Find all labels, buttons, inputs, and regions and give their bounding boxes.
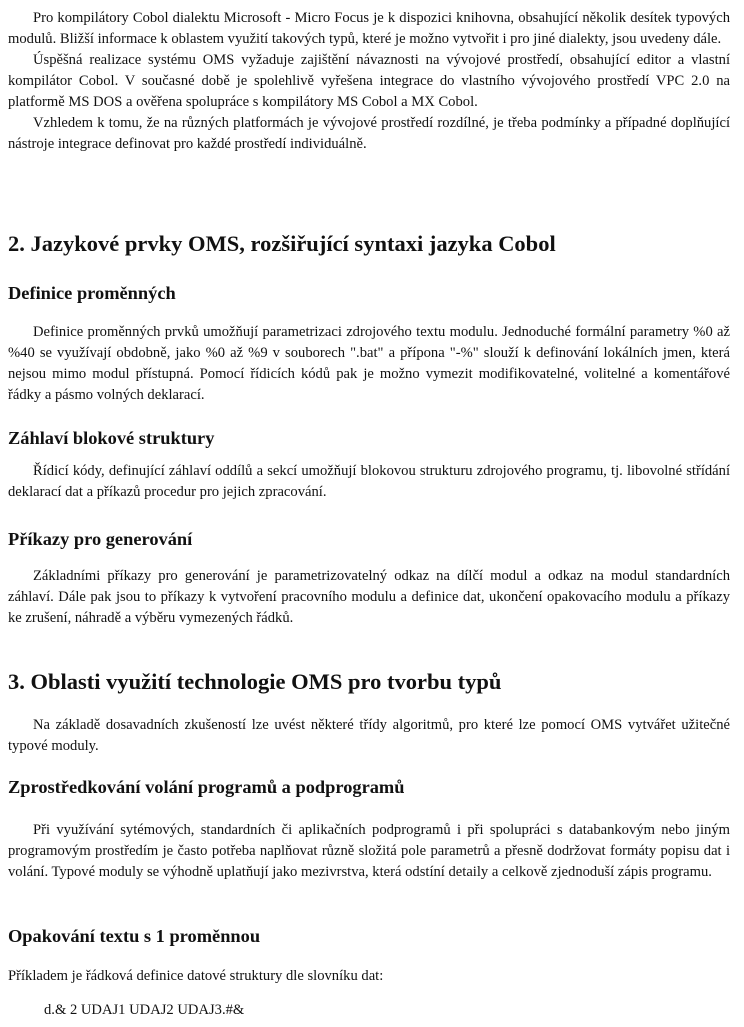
subheading-zahlavi: Záhlaví blokové struktury — [8, 428, 215, 448]
zahlavi-paragraph: Řídicí kódy, definující záhlaví oddílů a sekcí umožňují blokovou strukturu zdrojového programu, tj. libovolné střídání deklarací dat a příkazů procedur pro jejich zpracování. — [8, 463, 730, 500]
definice-paragraph: Definice proměnných prvků umožňují parametrizaci zdrojového textu modulu. Jednoduché formální parametry %0 až %40 se využívají obdobně, jako %0 až %9 v souborech ".bat" a přípona "-%" slouží k definování lokálních jmen, která nejsou mimo modul přístupná. Pomocí řídicích kódů pak je možno vymezit modifikovatelné, volitelné a komentářové řádky a pásmo volných deklarací. — [8, 324, 730, 403]
intro-paragraph-2: Úspěšná realizace systému OMS vyžaduje zajištění návaznosti na vývojové prostředí, obsahující editor a vlastní kompilátor Cobol. V současné době je spolehlivě vyřešena integrace do vlastního vývojového prostředí VPC 2.0 na platformě MS DOS a ověřena spolupráce s kompilátory MS Cobol a MX Cobol. — [8, 52, 730, 110]
subheading-prikazy: Příkazy pro generování — [8, 529, 193, 549]
subheading-opakovani: Opakování textu s 1 proměnnou — [8, 926, 261, 946]
zprostredkovani-paragraph: Při využívání sytémových, standardních či aplikačních podprogramů i při spolupráci s databankovým nebo jiným programovým prostředím je často potřeba naplňovat různě složitá pole parametrů a přesně dodržovat formáty popisu dat i volání. Typové moduly se výhodně uplatňují jako mezivrstva, která odstíní detaily a celkově zjednoduší zápis programu. — [8, 822, 730, 880]
intro-paragraph-1: Pro kompilátory Cobol dialektu Microsoft - Micro Focus je k dispozici knihovna, obsahující několik desítek typových modulů. Bližší informace k oblastem využití takových typů, které je možno vytvořit i pro jiné dialekty, jsou uvedeny dále. — [8, 10, 730, 47]
zprostredkovani-block — [8, 820, 730, 883]
section-3-heading: 3. Oblasti využití technologie OMS pro tvorbu typů — [8, 669, 502, 694]
data-structure-example: d.& 2 UDAJ1 UDAJ2 UDAJ3.#& — [44, 1002, 245, 1018]
opakovani-block — [8, 966, 730, 987]
prikazy-block — [8, 566, 730, 629]
definice-block — [8, 322, 730, 406]
section-3-intro-paragraph: Na základě dosavadních zkušeností lze uvést některé třídy algoritmů, pro které lze pomocí OMS vytvářet užitečné typové moduly. — [8, 717, 730, 754]
subheading-definice: Definice proměnných — [8, 283, 176, 303]
subheading-zprostredkovani: Zprostředkování volání programů a podprogramů — [8, 777, 405, 797]
opakovani-paragraph: Příkladem je řádková definice datové struktury dle slovníku dat: — [8, 968, 384, 984]
prikazy-paragraph: Základními příkazy pro generování je parametrizovatelný odkaz na dílčí modul a odkaz na modul standardních záhlaví. Dále pak jsou to příkazy k vytvoření pracovního modulu a definice dat, ukončení opakovacího modulu a příkazy ke zrušení, náhradě a výběru vymezených řádků. — [8, 568, 730, 626]
section-3-intro-block — [8, 715, 730, 757]
intro-paragraph-3: Vzhledem k tomu, že na různých platformách je vývojové prostředí rozdílné, je třeba podmínky a případné doplňující nástroje integrace definovat pro každé prostředí individuálně. — [8, 115, 730, 152]
intro-text — [8, 8, 730, 155]
section-2-heading: 2. Jazykové prvky OMS, rozšiřující syntaxi jazyka Cobol — [8, 231, 556, 256]
zahlavi-block — [8, 461, 730, 503]
